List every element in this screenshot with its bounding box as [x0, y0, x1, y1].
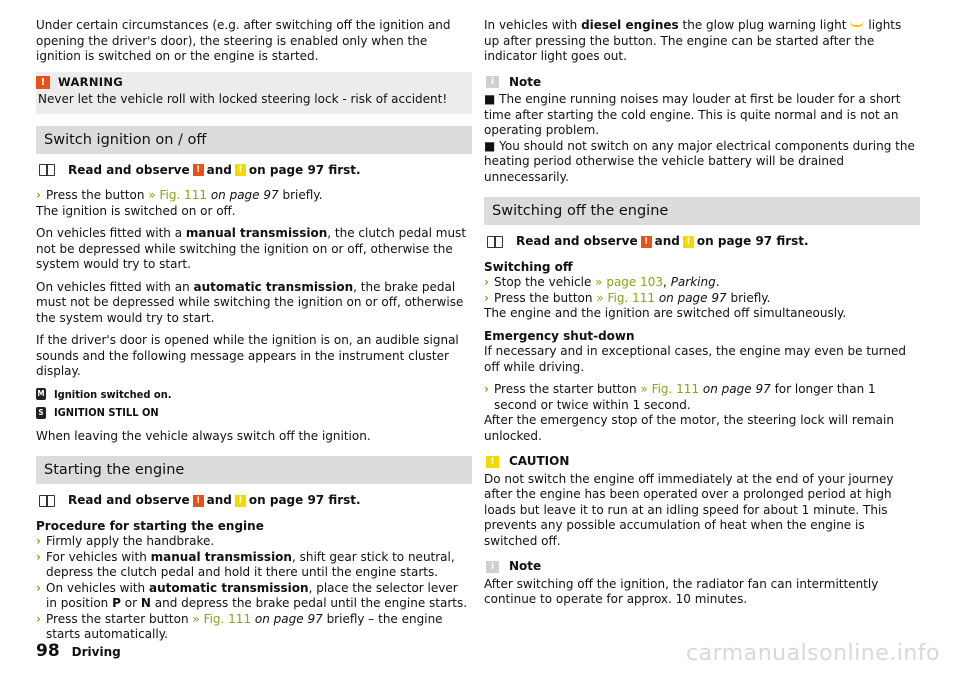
chevron-right-icon: › [36, 611, 41, 626]
caution-triangle-icon: ! [486, 456, 499, 468]
paragraph: The ignition is switched on or off. [36, 203, 236, 218]
step: › On vehicles with automatic transmission, place the selector lever in position P or N and depress the brake pedal until the engine starts. [36, 580, 468, 610]
book-icon [487, 236, 503, 248]
step: › Press the button » Fig. 111 on page 97 briefly. [484, 290, 771, 305]
fig-link[interactable]: » Fig. 111 [192, 611, 252, 626]
chevron-right-icon: › [36, 549, 41, 564]
chevron-right-icon: › [484, 382, 489, 396]
info-triangle-icon: i [486, 561, 499, 573]
warning-triangle-icon: ! [36, 76, 50, 89]
fig-link[interactable]: » Fig. 111 [640, 382, 700, 396]
display-message-s: S IGNITION STILL ON [36, 405, 472, 421]
step: › Press the starter button » Fig. 111 on page 97 for longer than 1 second or twice within 1 second. [484, 382, 876, 412]
s-badge-icon: S [36, 407, 46, 419]
fig-link[interactable]: » Fig. 111 [148, 188, 207, 202]
chevron-right-icon: › [36, 580, 41, 595]
book-icon [39, 164, 55, 176]
chapter-name: Driving [71, 645, 121, 659]
step-press-button: › Press the button » Fig. 111 on page 97 briefly. [36, 188, 323, 202]
subheading: Switching off [484, 259, 573, 274]
note-header: i Note [484, 75, 920, 91]
display-message-m: M Ignition switched on. [37, 387, 172, 401]
chevron-right-icon: › [36, 188, 41, 202]
section-title-ignition: Switch ignition on / off [36, 126, 472, 154]
paragraph: On vehicles fitted with an automatic transmission, the brake pedal must not be depressed while switching the ignition on or off, otherwise the system would try to start. [36, 279, 464, 325]
book-icon [39, 495, 55, 507]
fig-link[interactable]: » Fig. 111 [596, 290, 655, 305]
step: › For vehicles with manual transmission, shift gear stick to neutral, depress the clutch pedal and hold it there until the engine starts. [36, 549, 455, 579]
note-line: ■ The engine running noises may louder at first be louder for a short time after starting the cold engine. This is quite normal and is not an operating problem. [484, 92, 901, 137]
caution-square-icon: ! [235, 164, 246, 176]
intro-paragraph: Under certain circumstances (e.g. after switching off the ignition and opening the driver's door), the steering is enabled only when the ignition is switched on or the engine is started. [36, 18, 451, 63]
warning-header [36, 72, 472, 93]
chevron-right-icon: › [484, 275, 489, 289]
caution-square-icon: ! [683, 236, 694, 248]
page-footer [36, 641, 121, 661]
page-link[interactable]: » page 103 [595, 275, 664, 289]
paragraph: If necessary and in exceptional cases, the engine may even be turned off while driving. [484, 344, 906, 374]
subheading: Procedure for starting the engine [36, 518, 264, 533]
glow-plug-icon [850, 19, 864, 27]
paragraph: If the driver's door is opened while the ignition is on, an audible signal sounds and the following message appears in the instrument cluster display. [36, 333, 459, 378]
paragraph: On vehicles fitted with a manual transmission, the clutch pedal must not be depressed while switching the ignition on or off, otherwise the system would try to start. [36, 226, 467, 271]
read-and-observe: Read and observe ! and ! on page 97 first. [36, 163, 472, 179]
subheading: Emergency shut-down [484, 328, 635, 343]
read-and-observe: Read and observe ! and ! on page 97 first. [484, 234, 920, 250]
info-triangle-icon: i [486, 76, 499, 88]
paragraph: After the emergency stop of the motor, the steering lock will remain unlocked. [484, 413, 894, 443]
read-and-observe: Read and observe ! and ! on page 97 first. [36, 493, 472, 509]
m-badge-icon: M [37, 389, 45, 399]
section-title-switching-off: Switching off the engine [484, 197, 920, 225]
warning-square-icon: ! [193, 495, 204, 507]
warning-square-icon: ! [641, 236, 652, 248]
paragraph: When leaving the vehicle always switch off the ignition. [36, 428, 371, 443]
step: › Stop the vehicle » page 103, Parking. [484, 275, 720, 289]
watermark: carmanualsonline.info [686, 641, 940, 666]
warning-text: Never let the vehicle roll with locked steering lock - risk of accident! [38, 92, 448, 106]
note-header: i Note [484, 559, 920, 575]
caution-header: ! CAUTION [484, 454, 920, 470]
diesel-paragraph: In vehicles with diesel engines the glow plug warning light lights up after pressing the button. The engine can be started after the indicator light goes out. [484, 18, 902, 63]
right-column [484, 18, 920, 615]
step: › Press the starter button » Fig. 111 on page 97 briefly – the engine starts automatically. [36, 611, 443, 641]
paragraph: The engine and the ignition are switched off simultaneously. [484, 306, 847, 320]
note-text: After switching off the ignition, the radiator fan can intermittently continue to operate for approx. 10 minutes. [484, 576, 879, 606]
caution-text: Do not switch the engine off immediately at the end of your journey after the engine has been operated over a prolonged period at high loads but leave it to run at an idling speed for about 1 minute. This prevents any possible accumulation of heat when the engine is switched off. [484, 471, 894, 548]
step: › Firmly apply the handbrake. [36, 534, 215, 548]
chevron-right-icon: › [484, 290, 489, 305]
section-title-starting: Starting the engine [36, 456, 472, 484]
warning-box [36, 72, 472, 114]
note-line: ■ You should not switch on any major electrical components during the heating period otherwise the vehicle battery will be drained unnecessarily. [484, 138, 915, 184]
caution-square-icon: ! [235, 495, 246, 507]
left-column [36, 18, 472, 643]
page-number: 98 [36, 641, 60, 661]
chevron-right-icon: › [36, 534, 41, 548]
warning-square-icon: ! [193, 164, 204, 176]
warning-title: WARNING [58, 74, 123, 89]
